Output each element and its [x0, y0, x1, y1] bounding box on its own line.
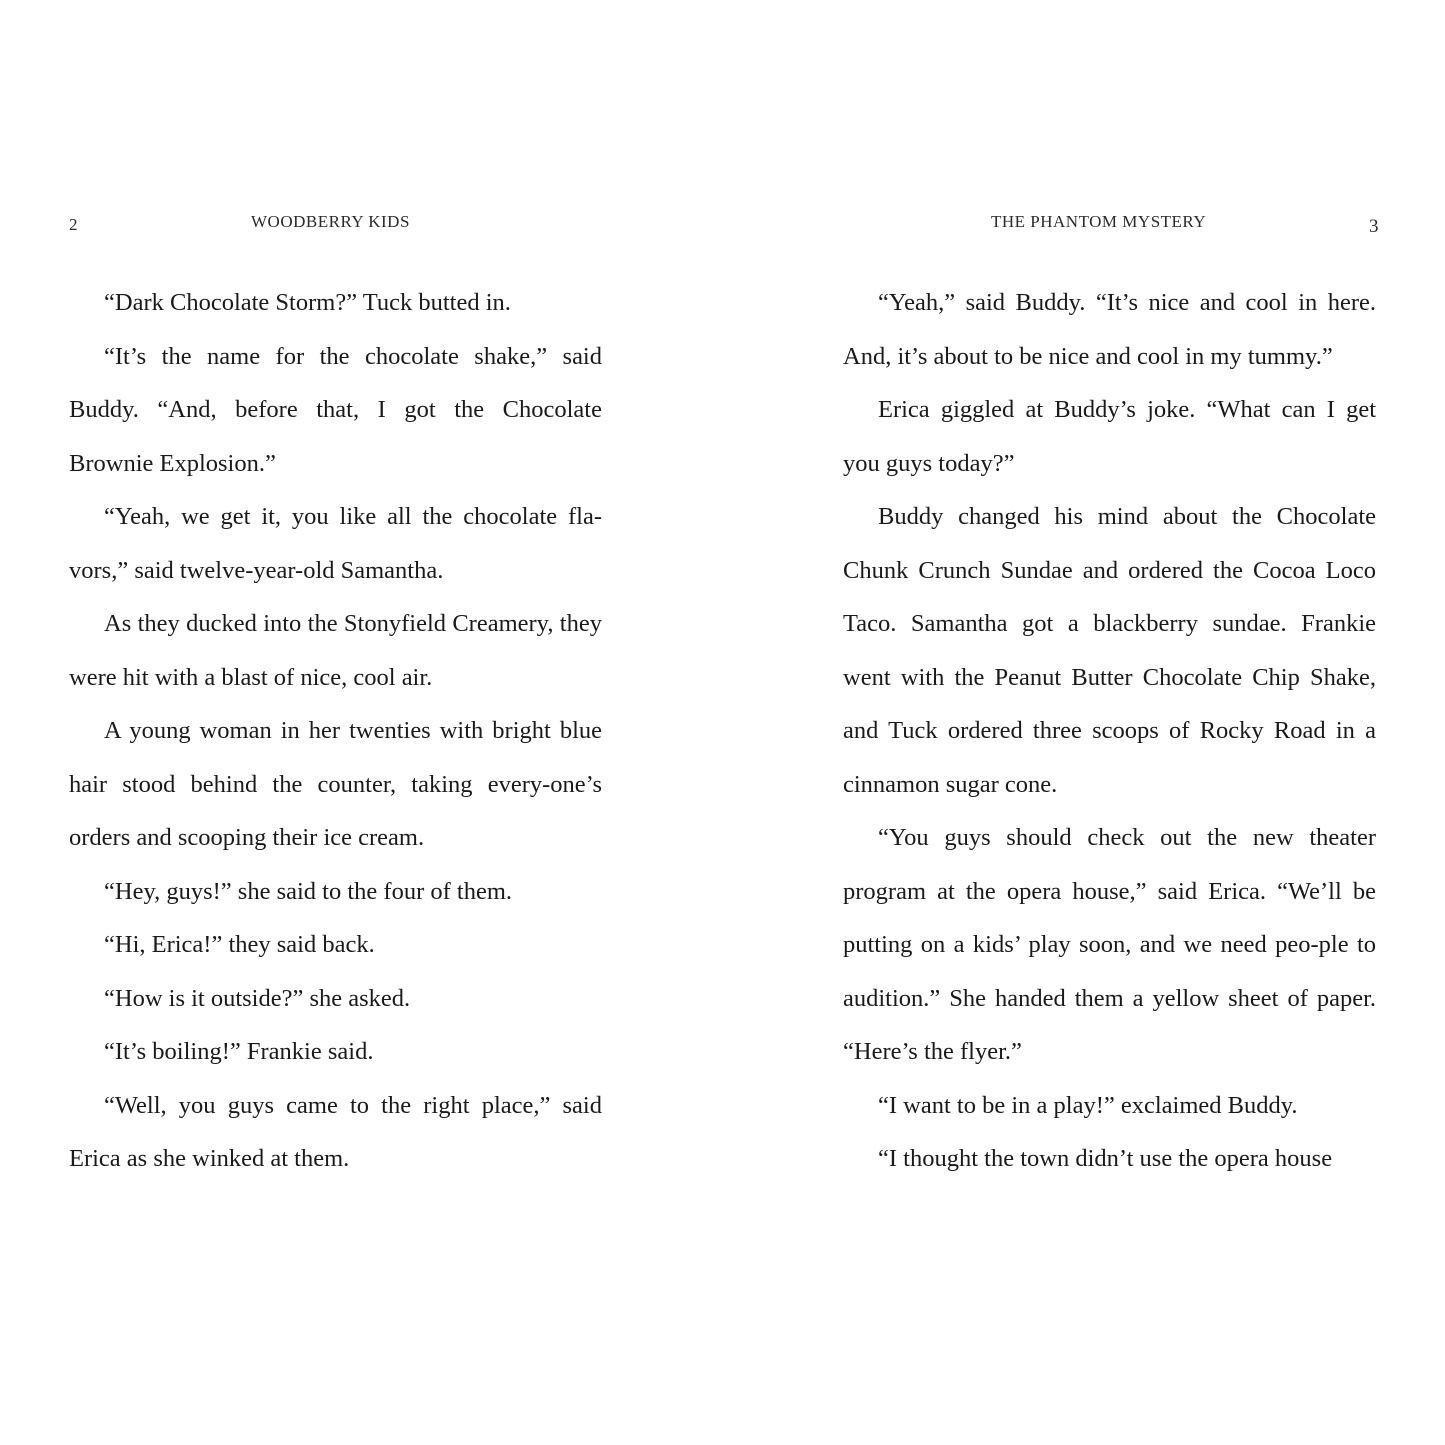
paragraph: Buddy changed his mind about the Chocolate Chunk Crunch Sundae and ordered the Cocoa Loco Taco. Samantha got a blackberry sundae. Frankie went with the Peanut Butter Chocolate Chip Shake, and Tuck ordered three scoops of Rocky Road in a cinnamon sugar cone. — [843, 503, 1376, 798]
right-page-number: 3 — [1369, 216, 1379, 237]
left-running-head-title: WOODBERRY KIDS — [251, 212, 410, 231]
paragraph: “Yeah, we get it, you like all the chocolate fla-vors,” said twelve-year-old Samantha. — [69, 503, 602, 584]
paragraph: “Hey, guys!” she said to the four of them. — [104, 877, 512, 905]
paragraph: “It’s the name for the chocolate shake,” said Buddy. “And, before that, I got the Chocolate Brownie Explosion.” — [69, 342, 602, 477]
paragraph: As they ducked into the Stonyfield Creamery, they were hit with a blast of nice, cool air. — [69, 610, 602, 691]
left-page-number: 2 — [69, 215, 78, 234]
left-page — [69, 0, 602, 1445]
right-running-head — [843, 212, 1379, 237]
paragraph: “Hi, Erica!” they said back. — [104, 931, 375, 958]
paragraph: A young woman in her twenties with bright blue hair stood behind the counter, taking every-one’s orders and scooping their ice cream. — [69, 717, 602, 851]
paragraph: “Well, you guys came to the right place,” said Erica as she winked at them. — [69, 1091, 602, 1172]
paragraph: Erica giggled at Buddy’s joke. “What can I get you guys today?” — [843, 396, 1376, 477]
paragraph: “I thought the town didn’t use the opera house — [878, 1145, 1333, 1172]
left-body-text — [69, 276, 602, 1186]
paragraph: “It’s boiling!” Frankie said. — [104, 1038, 374, 1065]
left-running-head — [69, 212, 602, 236]
paragraph: “Yeah,” said Buddy. “It’s nice and cool in here. And, it’s about to be nice and cool in my tummy.” — [843, 289, 1376, 370]
right-page — [843, 0, 1379, 1445]
paragraph: “Dark Chocolate Storm?” Tuck butted in. — [104, 289, 511, 316]
paragraph: “You guys should check out the new theater program at the opera house,” said Erica. “We’ll be putting on a kids’ play soon, and we need peo-ple to audition.” She handed them a yellow sheet of paper. “Here’s the flyer.” — [843, 824, 1376, 1065]
right-body-text — [843, 276, 1376, 1186]
right-running-head-title: THE PHANTOM MYSTERY — [991, 212, 1207, 231]
paragraph: “How is it outside?” she asked. — [104, 984, 411, 1012]
paragraph: “I want to be in a play!” exclaimed Buddy. — [878, 1091, 1298, 1119]
